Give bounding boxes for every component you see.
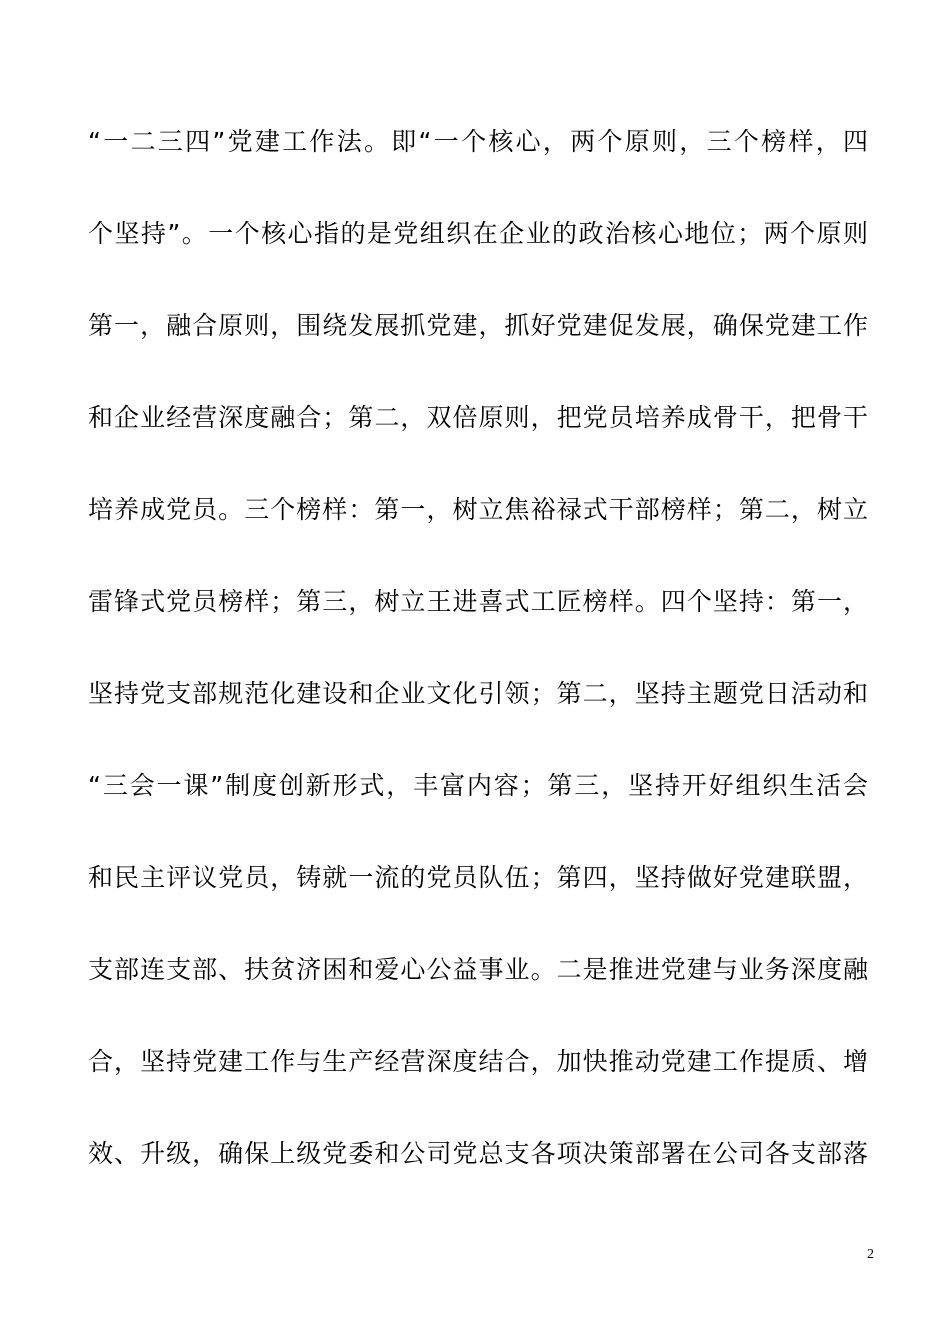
text-line: 个坚持”。一个核心指的是党组织在企业的政治核心地位；两个原则 [88, 219, 868, 248]
body-text [88, 115, 868, 1219]
text-line: 合，坚持党建工作与生产经营深度结合，加快推动党建工作提质、增 [88, 1047, 868, 1076]
text-line: 和企业经营深度融合；第二，双倍原则，把党员培养成骨干，把骨干 [88, 403, 868, 432]
text-line: 支部连支部、扶贫济困和爱心公益事业。二是推进党建与业务深度融 [88, 955, 868, 984]
text-line: 和民主评议党员，铸就一流的党员队伍；第四，坚持做好党建联盟， [88, 863, 868, 892]
text-line: 效、升级，确保上级党委和公司党总支各项决策部署在公司各支部落 [88, 1139, 868, 1168]
text-line: “一二三四”党建工作法。即“一个核心，两个原则，三个榜样，四 [88, 127, 868, 156]
text-line: 坚持党支部规范化建设和企业文化引领；第二，坚持主题党日活动和 [88, 679, 868, 708]
text-line: 培养成党员。三个榜样：第一，树立焦裕禄式干部榜样；第二，树立 [88, 495, 868, 524]
text-line: “三会一课”制度创新形式，丰富内容；第三，坚持开好组织生活会 [88, 771, 868, 800]
text-line: 雷锋式党员榜样；第三，树立王进喜式工匠榜样。四个坚持：第一， [88, 587, 868, 616]
text-line: 第一，融合原则，围绕发展抓党建，抓好党建促发展，确保党建工作 [88, 311, 868, 340]
page-number: 2 [867, 1247, 874, 1262]
